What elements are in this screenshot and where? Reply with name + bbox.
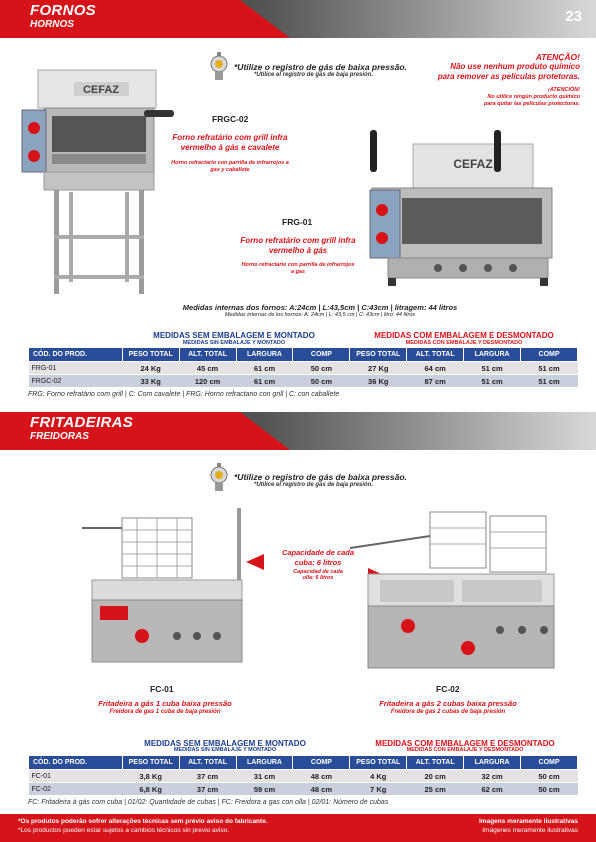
capacity-es-2: olla: 6 litros [302,575,334,581]
fritadeiras-table-left-title: MEDIDAS SEM EMBALAGEM E MONTADO [144,739,306,748]
table-cell: 37 cm [179,783,236,796]
col-header: COMP [293,348,350,362]
footer-disclaimer-es: *Los productos pueden estar sujetos a cambios técnicos sin previo aviso. [18,827,230,834]
col-header: ALT. TOTAL [179,348,236,362]
fritadeiras-footnote: FC: Fritadeira à gás com cuba | 01/02: Quantidade de cubas | FC: Freidora a gas con olla | 02/01: Número de cubas [28,799,389,806]
frgc-desc-2: vermelho à gás e cavalete [180,143,280,152]
table-cell: 31 cm [236,770,293,783]
table-cell: 62 cm [464,783,521,796]
warning-title: ATENÇÃO! [535,52,580,62]
table-cell: 45 cm [179,362,236,375]
section-title: FORNOS [30,2,96,19]
table-row [29,783,578,796]
table-cell: 61 cm [236,375,293,388]
capacity-line-1: Capacidade de cada [281,548,355,557]
col-header: ALT. TOTAL [179,756,236,770]
col-header: LARGURA [236,348,293,362]
oven-measures-es: Medidas internas de los hornos: A: 24cm | L: 43,5 cm | C: 43cm | litro: 44 litros [224,312,416,318]
table-cell: 120 cm [179,375,236,388]
table-cell: 59 cm [236,783,293,796]
table-cell: FRG-01 [29,362,123,375]
table-cell: 64 cm [407,362,464,375]
gas-note-es: *Utilice el registro de gas de baja presión. [254,482,374,488]
table-cell: FRGC-02 [29,375,123,388]
frgc-desc-es-2: gas y caballete [210,167,250,173]
col-header: PESO TOTAL [122,348,179,362]
frg-desc-es-1: Horno refractario con parrilla de infrarrojos [241,262,355,268]
frg-desc-1: Forno refratário com grill infra [240,236,356,245]
capacity-es-1: Capacidad de cada [293,569,343,575]
table-cell: 50 cm [521,770,578,783]
gas-note: *Utilize o registro de gás de baixa pressão. [234,472,407,482]
frg-code: FRG-01 [282,217,313,227]
table-cell: 33 Kg [122,375,179,388]
fc02-desc: Fritadeira a gás 2 cubas baixa pressão [379,699,517,708]
fritadeiras-header [0,412,596,450]
col-header: PESO TOTAL [122,756,179,770]
frgc-code: FRGC-02 [212,114,249,124]
table-cell: 51 cm [521,375,578,388]
fritadeiras-table-right-title: MEDIDAS COM EMBALAGEM E DESMONTADO [375,739,555,748]
gas-note: *Utilize o registro de gás de baixa pressão. [234,62,407,72]
oven-with-stand-image [14,70,164,295]
col-header: LARGURA [464,348,521,362]
fornos-table-right-title: MEDIDAS COM EMBALAGEM E DESMONTADO [374,331,554,340]
fritadeiras-table [28,755,578,796]
table-row [29,770,578,783]
fornos-table [28,347,578,388]
table-cell: 50 cm [521,783,578,796]
section-subtitle: HORNOS [30,19,74,30]
fornos-table-right-sub: MEDIDAS CON EMBALAJE Y DESMONTADO [405,340,523,346]
col-code-header: CÓD. DO PROD. [29,348,123,362]
table-cell: 51 cm [464,362,521,375]
frgc-desc-es-1: Horno refractario con parrilla de infrarrojos a [171,160,289,166]
table-cell: 50 cm [293,362,350,375]
col-header: COMP [521,348,578,362]
col-header: PESO TOTAL [350,348,407,362]
fc01-code: FC-01 [150,684,174,694]
gas-regulator-icon [208,463,230,493]
warning-text-2: para remover as películas protetoras. [437,72,580,81]
oven-countertop-image [358,128,558,288]
warning-text-es-1: No utilice ningún producto químico [487,94,580,100]
warning-title-es: ¡ATENCIÓN! [548,87,580,93]
fornos-table-left-sub: MEDIDAS SIN EMBALAJE Y MONTADO [182,340,286,346]
table-cell: 7 Kg [350,783,407,796]
col-code-header: CÓD. DO PROD. [29,756,123,770]
fc01-desc-es: Freidora de gas 1 cuba de baja presión [109,709,221,715]
page-footer [0,814,596,842]
table-cell: 3,8 Kg [122,770,179,783]
footer-illustrative-es: Imágenes meramente ilustrativas [482,827,578,834]
table-cell: 6,8 Kg [122,783,179,796]
fc02-desc-es: Freidora de gas 2 cubas de baja presión [390,709,506,715]
table-cell: 27 Kg [350,362,407,375]
page-number: 23 [565,8,582,25]
table-cell: 48 cm [293,770,350,783]
frgc-desc-1: Forno refratário com grill infra [172,133,288,142]
table-header-row [29,348,578,362]
footer-illustrative: Imagens meramente ilustrativas [479,818,578,825]
fornos-footnote: FRG: Forno refratário com grill | C: Com cavalete | FRG: Horno refractario con grill | C: con caballete [28,391,340,398]
gas-regulator-icon [208,52,230,82]
table-cell: 50 cm [293,375,350,388]
warning-text-es-2: para quitar las películas protectoras. [484,101,580,107]
table-cell: 25 cm [407,783,464,796]
col-header: ALT. TOTAL [407,756,464,770]
table-cell: 51 cm [464,375,521,388]
fornos-table-left-title: MEDIDAS SEM EMBALAGEM E MONTADO [153,331,315,340]
table-cell: 24 Kg [122,362,179,375]
gas-note-es: *Utilice el registro de gas de baja presión. [254,72,374,78]
table-cell: 61 cm [236,362,293,375]
footer-disclaimer: *Os produtos poderão sofrer alterações técnicas sem prévio aviso do fabricante. [18,818,268,825]
fc01-desc: Fritadeira a gás 1 cuba baixa pressão [98,699,232,708]
table-cell: 36 Kg [350,375,407,388]
brand-logo-2: CEFAZ [453,157,493,171]
fornos-header [0,0,596,38]
table-cell: 37 cm [179,770,236,783]
col-header: COMP [521,756,578,770]
table-cell: 51 cm [521,362,578,375]
frg-desc-es-2: a gas [290,269,306,275]
warning-text-1: Não use nenhum produto químico [450,62,580,71]
capacity-line-2: cuba: 6 litros [294,558,342,567]
table-header-row [29,756,578,770]
table-cell: 32 cm [464,770,521,783]
fc02-code: FC-02 [436,684,460,694]
table-cell: FC-01 [29,770,123,783]
table-cell: FC-02 [29,783,123,796]
frg-desc-2: vermelho à gás [268,246,328,255]
col-header: LARGURA [464,756,521,770]
table-row [29,362,578,375]
col-header: LARGURA [236,756,293,770]
table-cell: 87 cm [407,375,464,388]
col-header: PESO TOTAL [350,756,407,770]
col-header: COMP [293,756,350,770]
table-row [29,375,578,388]
table-cell: 20 cm [407,770,464,783]
fryer-one-basin-image [82,508,252,668]
table-cell: 48 cm [293,783,350,796]
fritadeiras-table-right-sub: MEDIDAS CON EMBALAJE Y DESMONTADO [406,747,524,753]
section-subtitle: FREIDORAS [30,431,89,442]
oven-measures: Medidas internas dos fornos: A:24cm | L:43,5cm | C:43cm | litragem: 44 litros [182,303,458,312]
fryer-two-basins-image [350,508,560,673]
table-cell: 4 Kg [350,770,407,783]
brand-logo: CEFAZ [82,84,120,96]
fritadeiras-table-left-sub: MEDIDAS SIN EMBALAJE Y MONTADO [173,747,277,753]
section-title: FRITADEIRAS [30,414,134,431]
col-header: ALT. TOTAL [407,348,464,362]
